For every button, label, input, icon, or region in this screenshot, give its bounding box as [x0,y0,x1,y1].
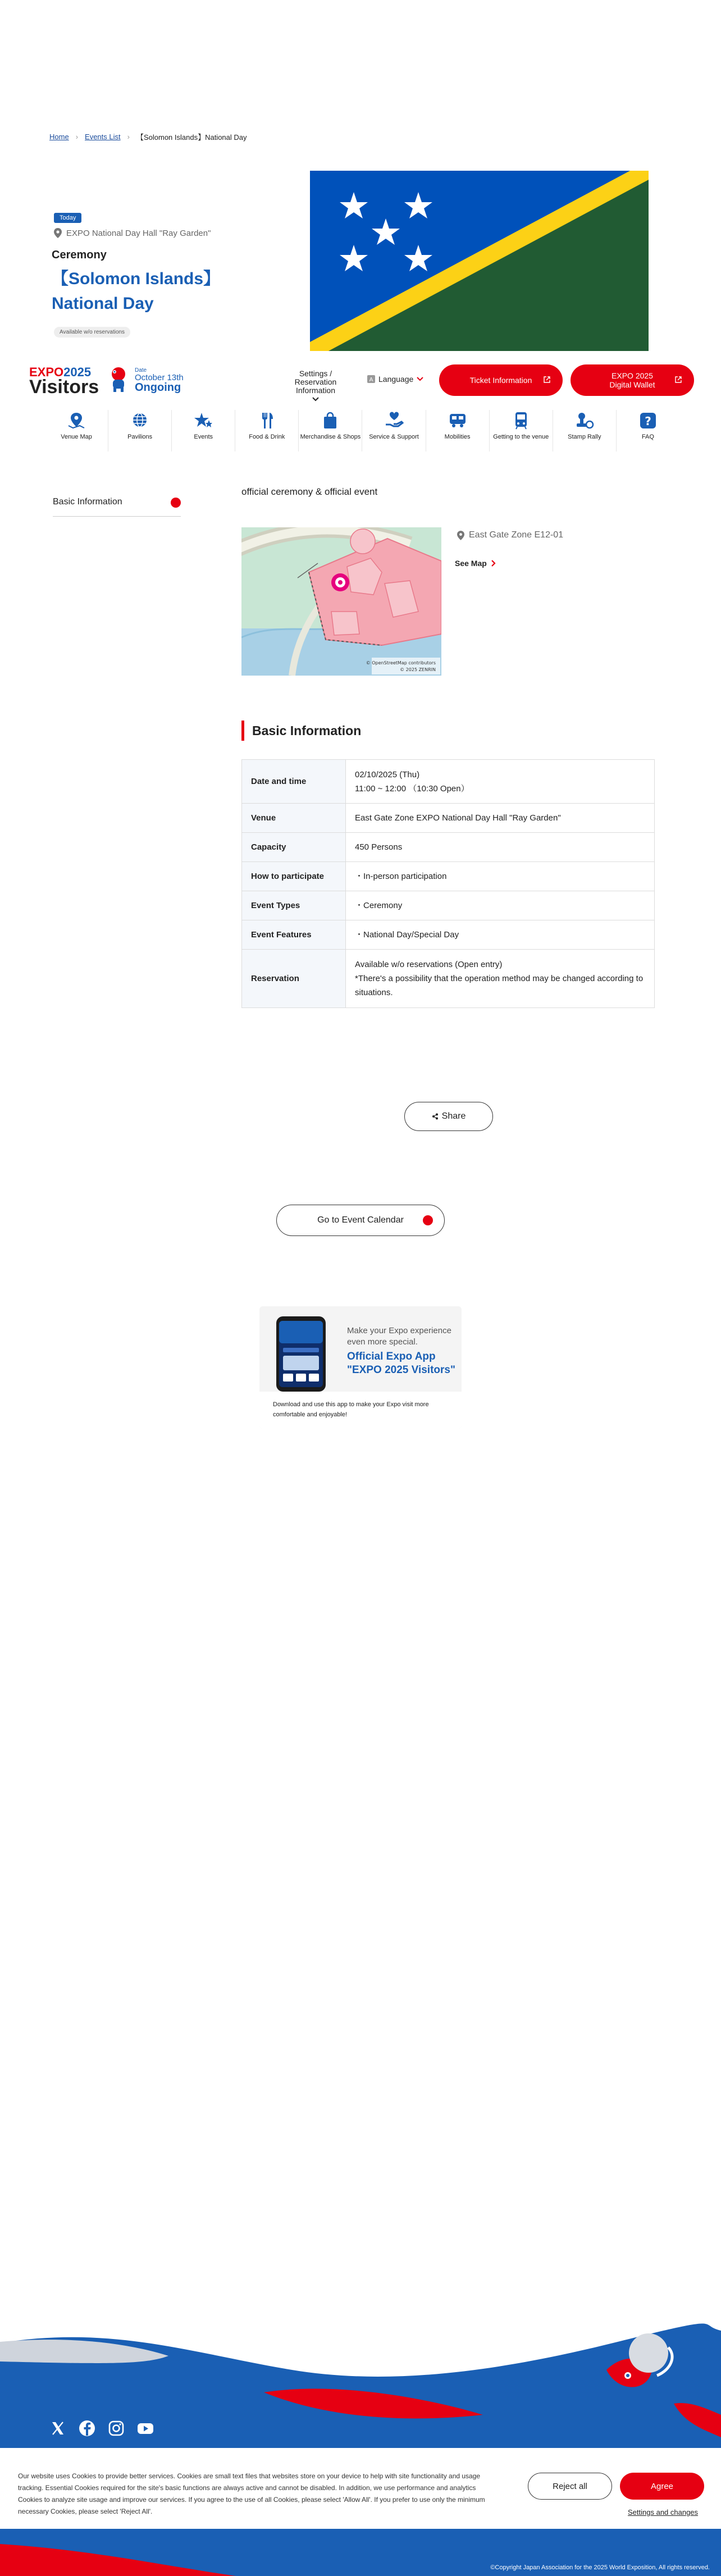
cutlery-icon [257,411,276,430]
event-title-line2: National Day [52,294,154,313]
youtube-icon[interactable] [137,2420,154,2437]
digital-wallet-button[interactable] [571,364,694,396]
arrow-dot-icon [423,1215,433,1225]
row-label: Reservation [242,950,346,1008]
event-category: Ceremony [52,249,107,261]
svg-text:A: A [369,377,373,383]
logo-visitors[interactable]: Visitors [29,376,99,398]
nav-label: Stamp Rally [568,434,601,440]
cookie-text: Our website uses Cookies to provide better services. Cookies are small text files that websites store on your device to help with site functionality and usage tracking. Essential Cookies required for the site's basic functions are always active and cannot be disabled. In addition, we use performance and analytics Cookies to analyze site usage and improve our services. If you agree to the use of all Cookies, please select 'Allow All'. If you prefer to use only the minimum necessary Cookies, please select 'Reject All'. [18,2472,485,2515]
chevron-down-icon [312,397,319,402]
share-button[interactable] [404,1102,493,1131]
row-value: 450 Persons [346,833,655,862]
instagram-icon[interactable] [108,2420,125,2437]
table-row [242,833,655,862]
agree-button[interactable]: Agree [620,2473,704,2500]
expo-status: Ongoing [135,381,181,394]
row-value: ・National Day/Special Day [346,920,655,950]
social-links [49,2420,154,2437]
ticket-label: Ticket Information [469,376,532,385]
nav-pavilions[interactable] [108,410,172,452]
chevron-right-icon [491,560,496,567]
facebook-icon[interactable] [79,2420,95,2437]
reservation-value: Available w/o reservations (Open entry) [355,960,503,969]
row-value: East Gate Zone EXPO National Day Hall "Ray Garden" [346,804,655,833]
language-label: Language [378,375,414,384]
star-icon [194,411,213,430]
row-label: Date and time [242,760,346,804]
today-badge: Today [54,213,81,223]
main-navigation [45,410,679,452]
sidebar-item-basic-information[interactable]: Basic Information [53,497,122,507]
event-calendar-label: Go to Event Calendar [317,1215,404,1225]
row-value [346,760,655,804]
row-label: Event Features [242,920,346,950]
hero-venue [54,228,211,238]
breadcrumb [49,131,247,142]
event-calendar-button[interactable] [276,1205,445,1236]
hero-venue-text: EXPO National Day Hall "Ray Garden" [66,228,211,238]
event-description: official ceremony & official event [241,486,378,497]
share-icon [432,1113,439,1120]
stamp-icon [575,411,594,430]
nav-label: Food & Drink [249,434,285,440]
mascot-icon [108,366,129,392]
row-value: ・Ceremony [346,891,655,920]
table-row [242,920,655,950]
location-pin-icon [457,531,464,540]
x-icon[interactable] [49,2420,66,2437]
table-row [242,950,655,1008]
nav-faq[interactable] [617,410,679,452]
date-value: 02/10/2025 (Thu) [355,769,420,779]
nav-food-drink[interactable] [235,410,299,452]
nav-label: Getting to the venue [493,434,549,440]
basic-information-table [241,759,655,1008]
hand-heart-icon [385,411,404,430]
footer-wave-decoration [0,2303,721,2576]
nav-label: Venue Map [61,434,92,440]
table-row [242,891,655,920]
app-title [347,1350,459,1377]
nav-events[interactable] [172,410,235,452]
row-label: How to participate [242,862,346,891]
share-label: Share [441,1111,466,1121]
ticket-information-button[interactable] [439,364,563,396]
venue-location-map[interactable] [241,527,441,676]
row-value: ・In-person participation [346,862,655,891]
train-icon [448,411,467,430]
map-icon [67,411,86,430]
nav-service-support[interactable] [362,410,426,452]
breadcrumb-current: 【Solomon Islands】National Day [136,133,247,142]
app-lead-text: Make your Expo experience even more special. [347,1326,451,1347]
app-title-line2: "EXPO 2025 Visitors" [347,1364,455,1376]
app-title-line1: Official Expo App [347,1351,436,1362]
reservation-note: *There's a possibility that the operation method may be changed according to situations. [355,974,644,997]
bus-icon [512,411,531,430]
map-location-text: East Gate Zone E12-01 [469,530,564,540]
table-row [242,760,655,804]
chevron-down-icon [417,377,423,381]
nav-label: Pavilions [127,434,153,440]
row-label: Capacity [242,833,346,862]
see-map-link[interactable] [455,559,496,568]
nav-label: Mobilities [444,434,471,440]
nav-merchandise-shops[interactable] [299,410,362,452]
logo-year: 2025 [63,365,92,379]
sidebar-divider [53,516,181,517]
date-label: Date [135,367,147,373]
current-date: October 13th [135,373,184,382]
translate-icon [367,375,375,383]
row-label: Venue [242,804,346,833]
wallet-label: EXPO 2025 Digital Wallet [609,371,655,389]
see-map-label: See Map [455,559,487,568]
row-label: Event Types [242,891,346,920]
shopping-bag-icon [321,411,340,430]
breadcrumb-separator: › [75,133,79,141]
nav-venue-map[interactable] [45,410,108,452]
map-location [457,530,563,540]
row-value [346,950,655,1008]
settings-reservation-link[interactable] [289,370,343,403]
nav-stamp-rally[interactable] [553,410,617,452]
table-row [242,862,655,891]
sidebar-indicator-dot [171,498,181,508]
breadcrumb-events-link[interactable]: Events List [85,133,121,141]
nav-label: Events [194,434,213,440]
time-value: 11:00 ~ 12:00 （10:30 Open） [355,783,469,794]
reservation-tag: Available w/o reservations [54,327,130,338]
reject-all-button[interactable]: Reject all [528,2473,612,2500]
settings-label: Settings / Reservation Information [294,369,337,395]
map-attribution-zenrin: © 2025 ZENRIN [400,667,436,672]
solomon-islands-flag [310,171,649,351]
breadcrumb-home-link[interactable]: Home [49,133,69,141]
logo-expo-word: EXPO [29,365,64,379]
copyright: ©Copyright Japan Association for the 2025 World Exposition, All rights reserved. [490,2564,710,2571]
official-app-card[interactable] [259,1306,462,1429]
globe-icon [130,411,149,430]
map-attribution-osm: © OpenStreetMap contributors [366,660,436,665]
nav-label: Service & Support [369,434,419,440]
external-link-icon [675,376,682,383]
table-row [242,804,655,833]
svg-text:?: ? [645,414,651,428]
event-title-line1: 【Solomon Islands】 [52,270,221,288]
phone-app-image [276,1316,326,1392]
cookie-settings-link[interactable]: Settings and changes [628,2508,699,2516]
nav-mobilities[interactable] [426,410,490,452]
cookie-banner [0,2448,721,2529]
location-pin-icon [54,228,62,238]
question-icon [638,411,658,430]
nav-label: Merchandise & Shops [300,434,361,440]
breadcrumb-separator: › [127,133,130,141]
nav-label: FAQ [641,434,654,440]
location-marker-icon [331,573,349,591]
event-title [52,267,237,316]
app-subtext: Download and use this app to make your Expo visit more comfortable and enjoyable! [259,1392,462,1429]
language-selector[interactable] [367,375,423,384]
nav-getting-to-venue[interactable] [490,410,553,452]
basic-information-heading: Basic Information [241,721,361,741]
external-link-icon [544,376,550,383]
